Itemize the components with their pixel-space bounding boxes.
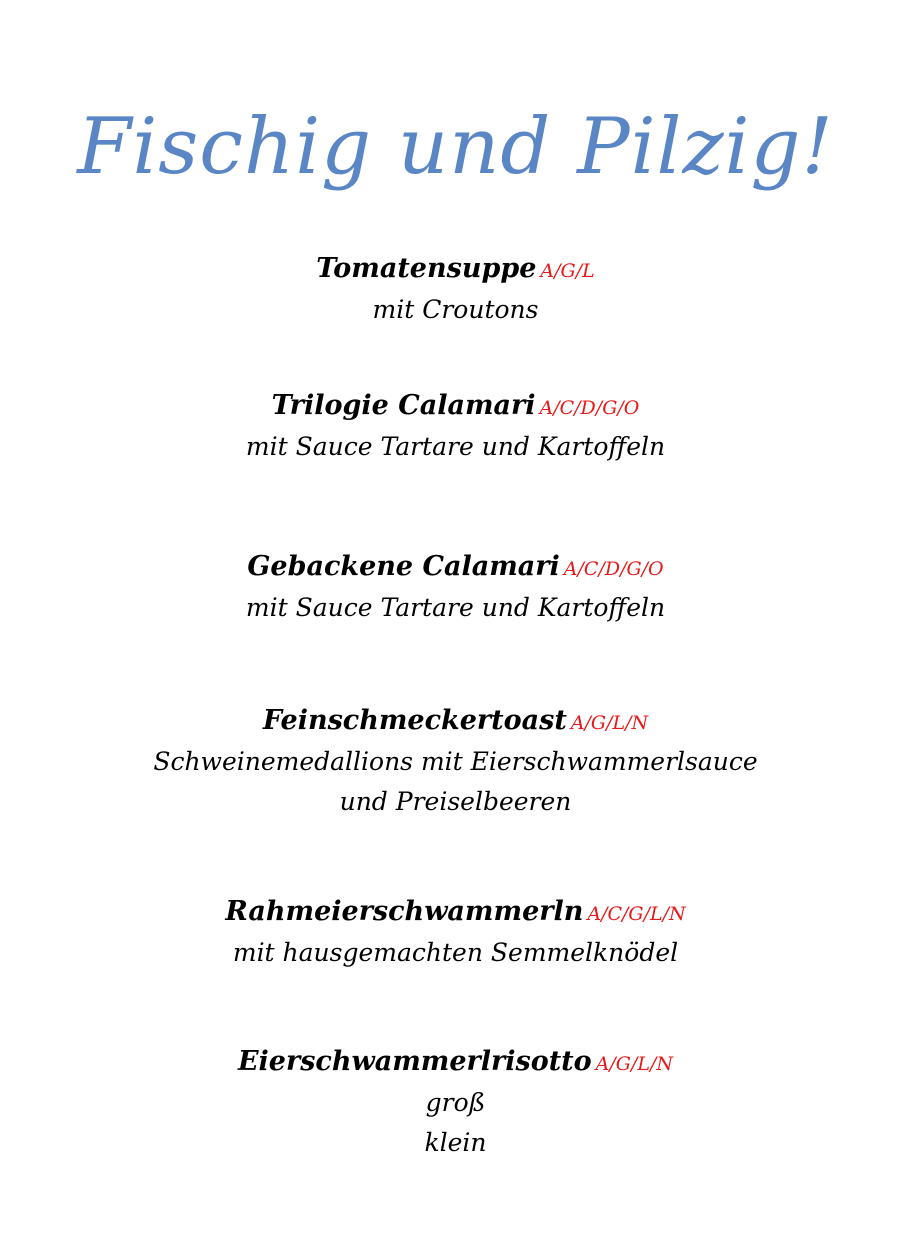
dish-item <box>0 893 911 973</box>
allergen-codes: A/G/L/N <box>570 712 649 734</box>
menu-title: Fischig und Pilzig! <box>77 102 834 192</box>
dish-size-option: klein <box>424 1128 487 1157</box>
dish-name: Tomatensuppe <box>316 253 537 284</box>
allergen-codes: A/C/D/G/O <box>539 397 640 419</box>
dish-name-line <box>0 1043 911 1083</box>
dish-name-line <box>0 387 911 427</box>
dish-size-option: groß <box>425 1088 486 1117</box>
allergen-codes: A/G/L/N <box>595 1053 674 1075</box>
dish-name-line <box>0 250 911 290</box>
dish-item <box>0 250 911 330</box>
dish-description: mit Croutons <box>372 295 539 324</box>
dish-name-line <box>0 893 911 933</box>
allergen-codes: A/C/D/G/O <box>563 558 664 580</box>
allergen-codes: A/G/L <box>540 260 595 282</box>
dish-item <box>0 1043 911 1163</box>
dish-name: Rahmeierschwammerln <box>225 896 584 927</box>
dish-description: mit hausgemachten Semmelknödel <box>232 938 679 967</box>
dish-description: mit Sauce Tartare und Kartoffeln <box>245 432 666 461</box>
dish-item <box>0 548 911 628</box>
dish-description: und Preiselbeeren <box>339 787 572 816</box>
dish-name-line <box>0 702 911 742</box>
dish-name: Trilogie Calamari <box>271 390 536 421</box>
dish-name: Eierschwammerlrisotto <box>237 1046 592 1077</box>
dish-description: Schweinemedallions mit Eierschwammerlsauce <box>153 747 758 776</box>
dish-item <box>0 387 911 467</box>
dish-item <box>0 702 911 822</box>
dish-name-line <box>0 548 911 588</box>
allergen-codes: A/C/G/L/N <box>587 903 686 925</box>
dish-name: Gebackene Calamari <box>247 551 560 582</box>
dish-name: Feinschmeckertoast <box>262 705 567 736</box>
dish-description: mit Sauce Tartare und Kartoffeln <box>245 593 666 622</box>
